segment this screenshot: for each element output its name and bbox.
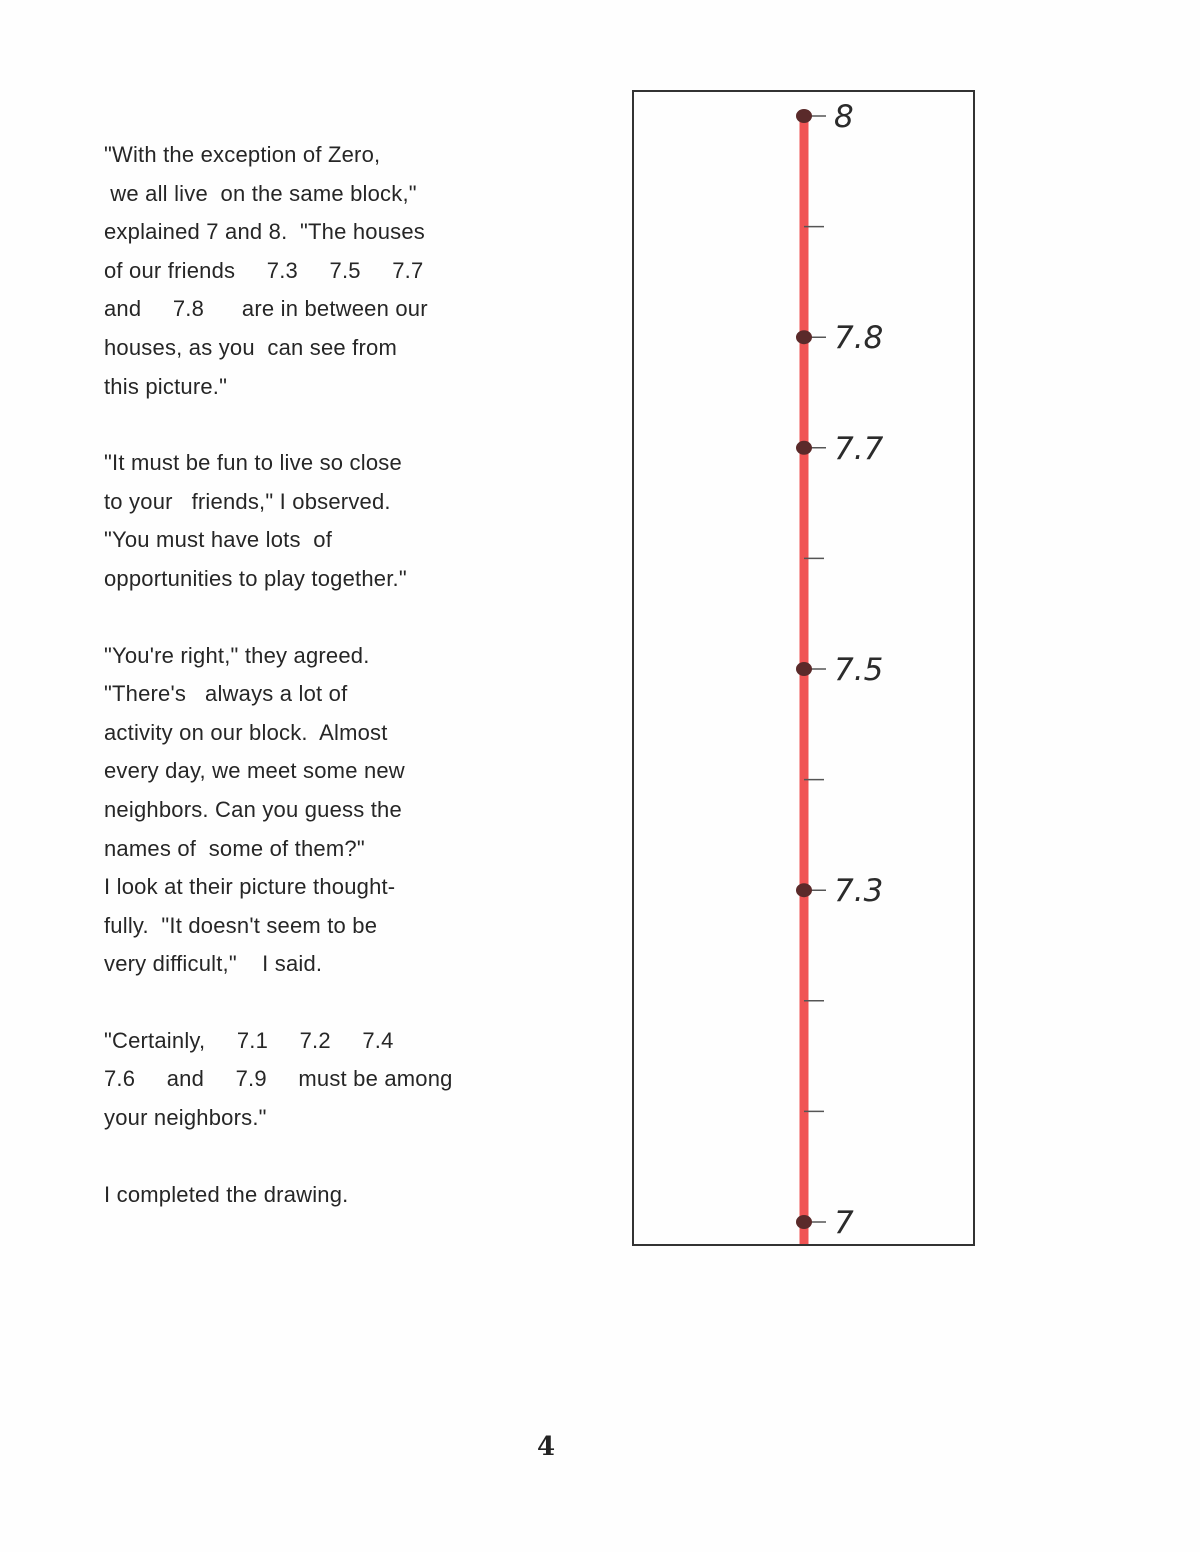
text-line: "Certainly, 7.1 7.2 7.4 [104,1027,394,1053]
paragraph-gap [104,1138,484,1176]
text-line: this picture." [104,373,228,399]
point-label: 8 [834,99,854,135]
text-line: every day, we meet some new [104,758,405,784]
point-label: 7.5 [834,652,884,688]
point-dot [796,330,812,344]
text-line: I look at their picture thought- [104,874,396,900]
paragraph-gap [104,406,484,444]
paragraph [104,136,484,406]
paragraph-gap [104,984,484,1022]
text-line: neighbors. Can you guess the [104,796,402,822]
page-number: 4 [536,1432,556,1462]
text-line: 7.6 and 7.9 must be among [104,1066,453,1092]
point-dot [796,1215,812,1229]
story-text [104,136,484,1214]
point-label: 7 [834,1205,854,1241]
text-line: opportunities to play together." [104,565,407,591]
text-line: "With the exception of Zero, [104,142,381,167]
text-line: "There's always a lot of [104,681,348,707]
text-line: "You must have lots of [104,527,333,553]
point-label: 7.3 [834,873,884,910]
point-dot [796,883,812,897]
text-line: we all live on the same block," [104,180,417,206]
text-line: names of some of them?" [104,835,365,861]
text-line: of our friends 7.3 7.5 7.7 [104,257,424,283]
point-dot [796,441,812,455]
text-line: "You're right," they agreed. [104,642,370,668]
point-label: 7.8 [834,320,884,357]
point-dot [796,662,812,676]
text-line: I completed the drawing. [104,1181,349,1207]
text-line: houses, as you can see from [104,334,397,360]
text-line: very difficult," I said. [104,951,323,977]
number-line-chart [634,92,973,1244]
text-line: activity on our block. Almost [104,719,388,745]
paragraph [104,1022,484,1138]
text-line: explained 7 and 8. "The houses [104,219,426,245]
text-line: your neighbors." [104,1105,267,1131]
text-line: fully. "It doesn't seem to be [104,912,378,938]
paragraph [104,1176,484,1215]
paragraph [104,637,484,984]
text-line: "It must be fun to live so close [104,450,402,476]
paragraph-gap [104,599,484,637]
text-line: and 7.8 are in between our [104,296,428,322]
number-line-figure [632,90,975,1246]
point-label: 7.7 [834,430,884,467]
text-line: to your friends," I observed. [104,488,391,514]
point-dot [796,109,812,123]
paragraph [104,444,484,598]
